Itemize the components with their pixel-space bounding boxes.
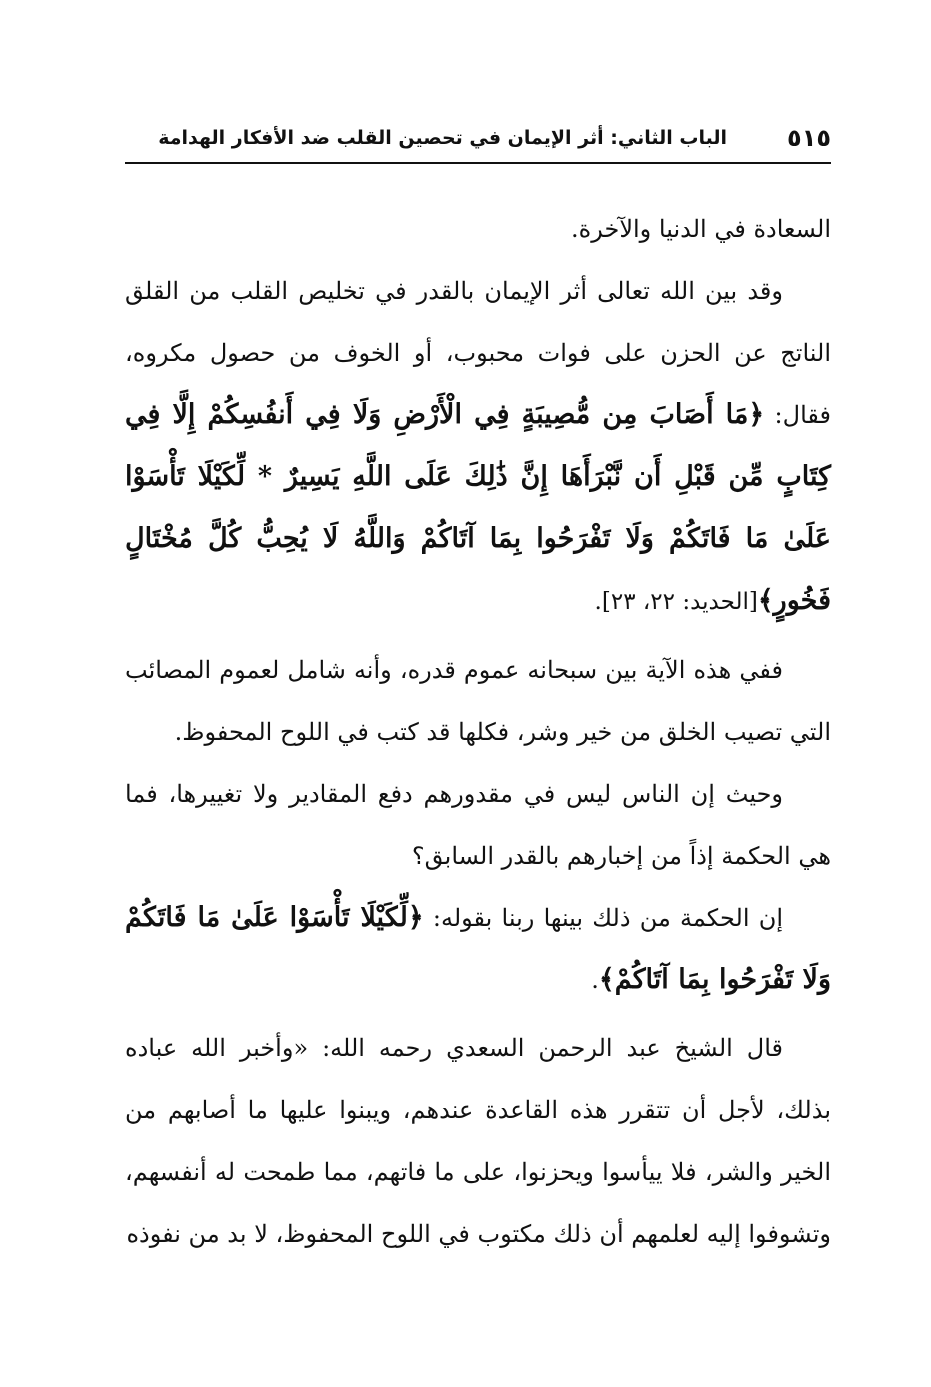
paragraph-text: وحيث إن الناس ليس في مقدورهم دفع المقادير ولا تغييرها، فما هي الحكمة إذاً من إخبارهم بالقدر السابق؟ <box>125 780 831 870</box>
page-header <box>125 112 831 164</box>
running-title: الباب الثاني: أثر الإيمان في تحصين القلب ضد الأفكار الهدامة <box>158 127 727 149</box>
verse-reference: [الحديد: ٢٢، ٢٣]. <box>594 589 758 615</box>
paragraph-4 <box>125 763 831 887</box>
paragraph-6 <box>125 1017 831 1265</box>
paragraph-text: ففي هذه الآية بين سبحانه عموم قدره، وأنه شامل لعموم المصائب التي تصيب الخلق من خير وشر، فكلها قد كتب في اللوح المحفوظ. <box>125 656 831 746</box>
paragraph-text: وقد بين الله تعالى أثر الإيمان بالقدر في تخليص القلب من القلق الناتج عن الحزن على فوات محبوب، أو الخوف من حصول مكروه، فقال: <box>125 277 831 429</box>
paragraph-2 <box>125 260 831 633</box>
page-number: ٥١٥ <box>787 124 831 152</box>
paragraph-5 <box>125 887 831 1011</box>
paragraph-text: السعادة في الدنيا والآخرة. <box>571 215 831 243</box>
quran-verse: ﴿مَا أَصَابَ مِن مُّصِيبَةٍ فِي الْأَرْضِ وَلَا فِي أَنفُسِكُمْ إِلَّا فِي كِتَابٍ مِّن قَبْلِ أَن نَّبْرَأَهَا إِنَّ ذَٰلِكَ عَلَى اللَّهِ يَسِيرٌ * لِّكَيْلَا تَأْسَوْا عَلَىٰ مَا فَاتَكُمْ وَلَا تَفْرَحُوا بِمَا آتَاكُمْ وَاللَّهُ لَا يُحِبُّ كُلَّ مُخْتَالٍ فَخُورٍ﴾ <box>125 399 831 616</box>
body-text <box>125 198 831 1265</box>
paragraph-text: قال الشيخ عبد الرحمن السعدي رحمه الله: «وأخبر الله عباده بذلك، لأجل أن تتقرر هذه القاعدة عندهم، ويبنوا عليها ما أصابهم من الخير والشر، فلا ييأسوا ويحزنوا، على ما فاتهم، مما طمحت له أنفسهم، وتشوفوا إليه لعلمهم أن ذلك مكتوب في اللوح المحفوظ، لا بد من نفوذه <box>125 1034 831 1248</box>
paragraph-text: إن الحكمة من ذلك بينها ربنا بقوله: <box>423 904 783 932</box>
quran-verse: ﴿لِّكَيْلَا تَأْسَوْا عَلَىٰ مَا فَاتَكُمْ وَلَا تَفْرَحُوا بِمَا آتَاكُمْ﴾ <box>125 902 831 995</box>
paragraph-3 <box>125 639 831 763</box>
paragraph-1 <box>125 198 831 260</box>
paragraph-end: . <box>591 966 599 994</box>
